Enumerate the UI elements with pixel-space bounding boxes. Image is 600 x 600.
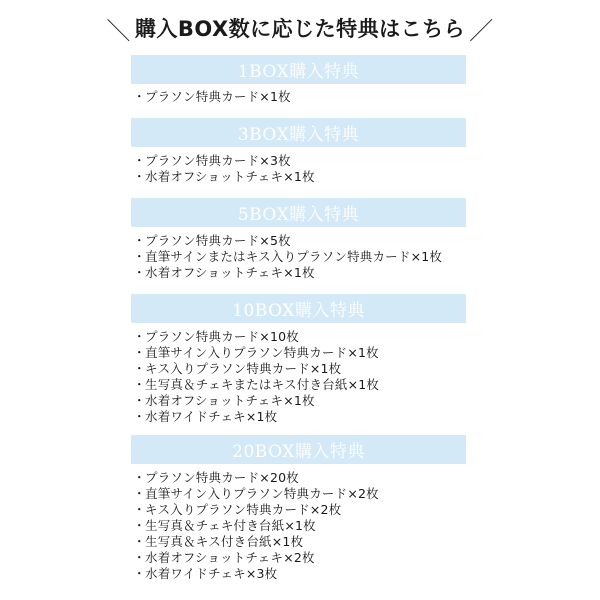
list-item bbox=[133, 566, 379, 582]
item-text: プラソン特典カード×3枚 bbox=[145, 153, 291, 168]
list-item bbox=[133, 550, 379, 566]
list-item bbox=[133, 249, 442, 265]
list-item bbox=[133, 329, 379, 345]
item-text: 直筆サイン入りプラソン特典カード×2枚 bbox=[145, 486, 379, 501]
item-text: 直筆サインまたはキス入りプラソン特典カード×1枚 bbox=[145, 249, 443, 264]
benefit-list bbox=[133, 470, 379, 582]
list-item bbox=[133, 377, 379, 393]
item-text: プラソン特典カード×1枚 bbox=[145, 89, 291, 104]
section-header: 20BOX購入特典 bbox=[131, 435, 466, 464]
list-item bbox=[133, 518, 379, 534]
item-text: 生写真＆チェキ付き台紙×1枚 bbox=[145, 518, 316, 533]
benefit-list bbox=[133, 89, 291, 105]
section-header: 10BOX購入特典 bbox=[131, 294, 466, 323]
item-text: 生写真＆チェキまたはキス付き台紙×1枚 bbox=[145, 377, 380, 392]
bullet: ・ bbox=[133, 361, 146, 376]
list-item bbox=[133, 393, 379, 409]
item-text: プラソン特典カード×5枚 bbox=[145, 233, 291, 248]
bullet: ・ bbox=[133, 550, 146, 565]
item-text: 水着ワイドチェキ×3枚 bbox=[145, 566, 278, 581]
list-item bbox=[133, 169, 315, 185]
section-header: 1BOX購入特典 bbox=[131, 55, 466, 84]
item-text: プラソン特典カード×20枚 bbox=[145, 470, 299, 485]
bullet: ・ bbox=[133, 265, 146, 280]
title-slash-left: ＼ bbox=[106, 16, 131, 45]
list-item bbox=[133, 409, 379, 425]
bullet: ・ bbox=[133, 502, 146, 517]
section-header: 5BOX購入特典 bbox=[131, 198, 466, 227]
item-text: キス入りプラソン特典カード×1枚 bbox=[145, 361, 342, 376]
bullet: ・ bbox=[133, 566, 146, 581]
benefit-list bbox=[133, 233, 442, 281]
item-text: 生写真＆キス付き台紙×1枚 bbox=[145, 534, 304, 549]
list-item bbox=[133, 345, 379, 361]
list-item bbox=[133, 534, 379, 550]
bullet: ・ bbox=[133, 409, 146, 424]
section-header: 3BOX購入特典 bbox=[131, 118, 466, 147]
benefit-list bbox=[133, 329, 379, 425]
bullet: ・ bbox=[133, 518, 146, 533]
list-item bbox=[133, 233, 442, 249]
list-item bbox=[133, 486, 379, 502]
title-slash-right: ／ bbox=[469, 16, 494, 45]
item-text: 水着オフショットチェキ×1枚 bbox=[145, 265, 315, 280]
bullet: ・ bbox=[133, 169, 146, 184]
benefit-list bbox=[133, 153, 315, 185]
bullet: ・ bbox=[133, 233, 146, 248]
item-text: 水着オフショットチェキ×2枚 bbox=[145, 550, 315, 565]
bullet: ・ bbox=[133, 393, 146, 408]
bullet: ・ bbox=[133, 329, 146, 344]
list-item bbox=[133, 265, 442, 281]
bullet: ・ bbox=[133, 534, 146, 549]
item-text: 水着ワイドチェキ×1枚 bbox=[145, 409, 278, 424]
list-item bbox=[133, 361, 379, 377]
bullet: ・ bbox=[133, 486, 146, 501]
bullet: ・ bbox=[133, 470, 146, 485]
title-text: 購入BOX数に応じた特典はこちら bbox=[134, 17, 466, 41]
item-text: キス入りプラソン特典カード×2枚 bbox=[145, 502, 342, 517]
bullet: ・ bbox=[133, 345, 146, 360]
list-item bbox=[133, 470, 379, 486]
page-title bbox=[0, 8, 600, 48]
list-item bbox=[133, 502, 379, 518]
bullet: ・ bbox=[133, 377, 146, 392]
item-text: 水着オフショットチェキ×1枚 bbox=[145, 169, 315, 184]
bullet: ・ bbox=[133, 249, 146, 264]
list-item bbox=[133, 89, 291, 105]
item-text: 水着オフショットチェキ×1枚 bbox=[145, 393, 315, 408]
item-text: プラソン特典カード×10枚 bbox=[145, 329, 299, 344]
bullet: ・ bbox=[133, 153, 146, 168]
list-item bbox=[133, 153, 315, 169]
bullet: ・ bbox=[133, 89, 146, 104]
item-text: 直筆サイン入りプラソン特典カード×1枚 bbox=[145, 345, 379, 360]
